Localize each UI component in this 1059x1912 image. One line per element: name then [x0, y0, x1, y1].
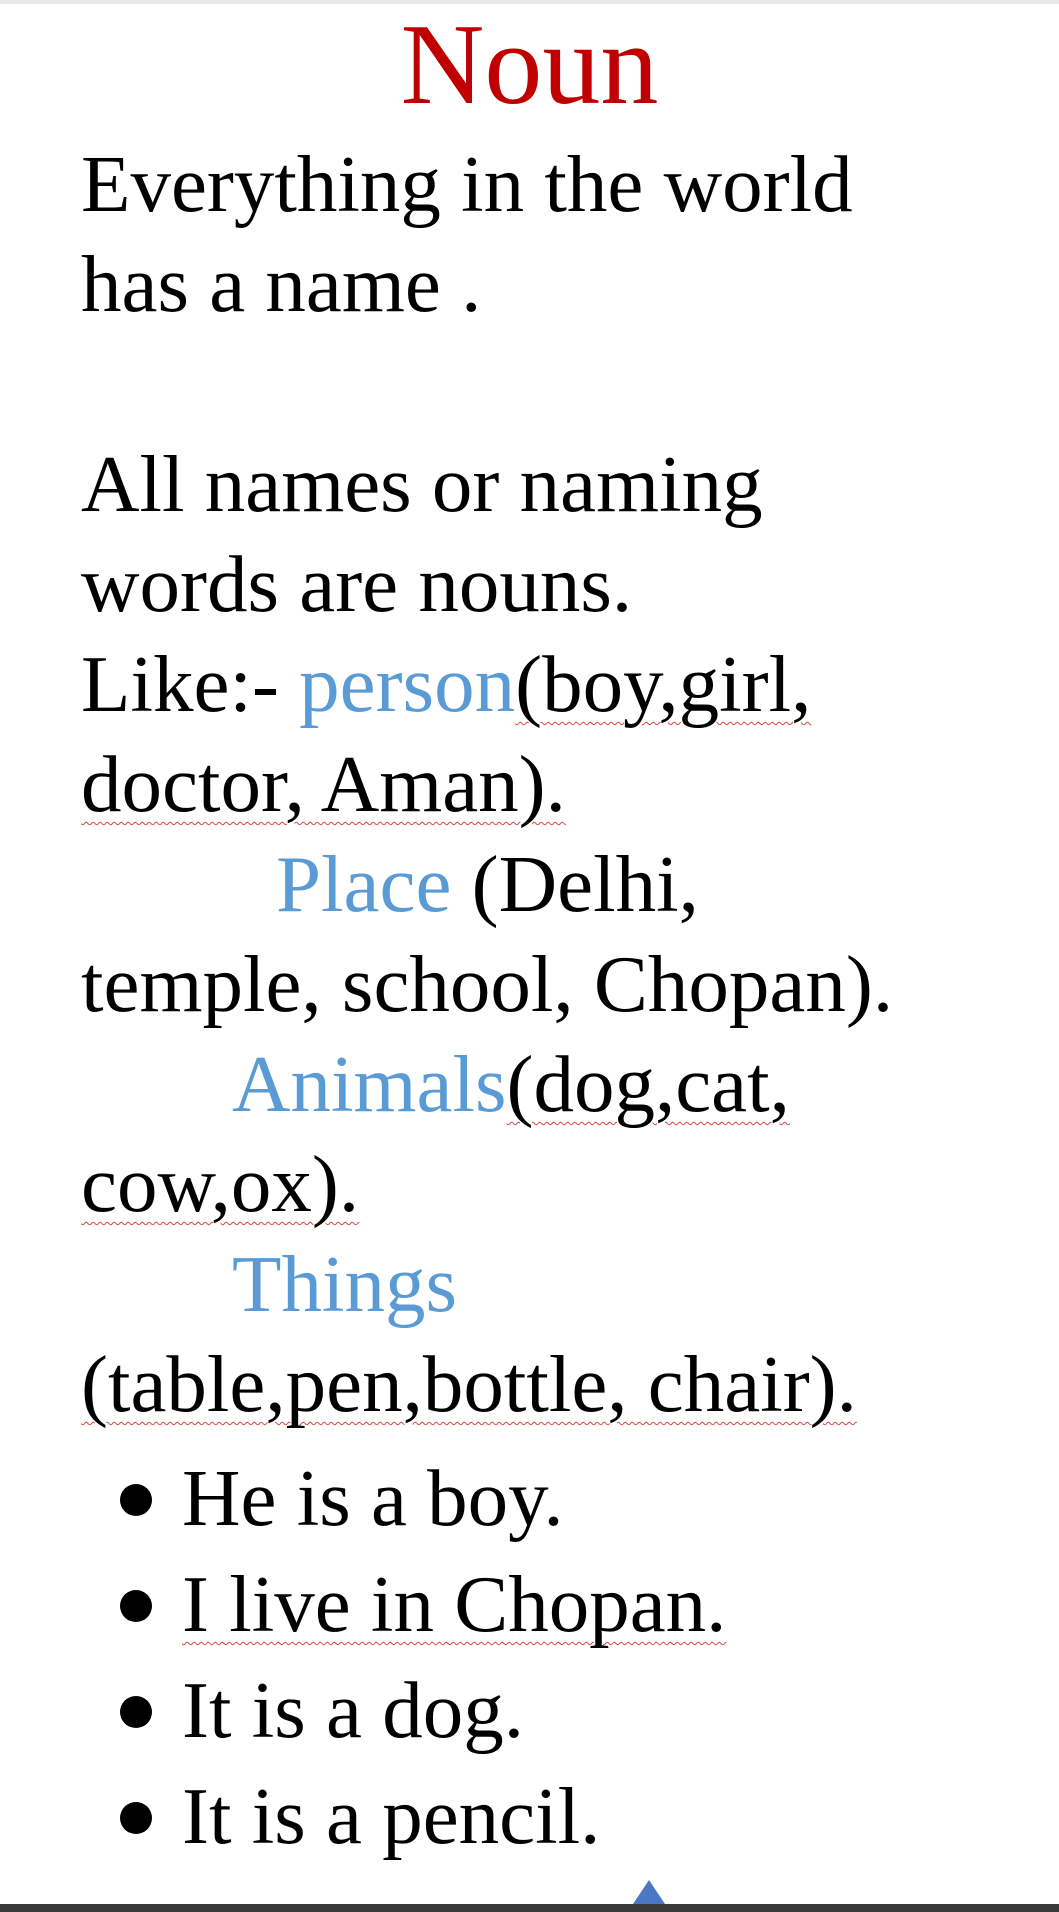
list-item — [0, 1554, 1000, 1654]
category-animals: Animals — [232, 1039, 507, 1129]
category-things: Things — [232, 1239, 458, 1329]
animals-items-continued: cow,ox). — [81, 1139, 360, 1229]
place-items-start: (Delhi, — [451, 839, 699, 929]
person-items-end — [81, 734, 566, 834]
place-items-continued: temple, school, Chopan). — [81, 939, 894, 1029]
animals-items-end — [81, 1134, 359, 1234]
bullet-icon — [120, 1484, 152, 1516]
animals-example-line — [232, 1034, 790, 1134]
definition-line-2: words are nouns. — [81, 539, 633, 629]
person-items-continued: doctor, Aman). — [81, 739, 566, 829]
list-item — [0, 1448, 1000, 1548]
person-items-start: (boy,girl, — [515, 639, 812, 729]
bullet-icon — [120, 1802, 152, 1834]
category-place: Place — [276, 839, 452, 929]
intro-line-1: Everything in the world — [81, 139, 853, 229]
animals-items-start: (dog,cat, — [506, 1039, 790, 1129]
category-person: person — [299, 639, 516, 729]
sentence-text: He is a boy. — [182, 1453, 564, 1543]
sentence-text: It is a pencil. — [182, 1771, 601, 1861]
things-items — [81, 1334, 857, 1434]
things-items-list: (table,pen,bottle, chair). — [81, 1339, 857, 1429]
list-item — [0, 1766, 1000, 1866]
page-title: Noun — [400, 1, 659, 129]
bullet-icon — [120, 1590, 152, 1622]
place-example-line — [276, 834, 699, 934]
list-item — [0, 1660, 1000, 1760]
text-cursor-handle-icon[interactable] — [633, 1880, 665, 1904]
bullet-icon — [120, 1696, 152, 1728]
sentence-text: It is a dog. — [182, 1665, 524, 1755]
sentence-text: I live in Chopan. — [182, 1559, 727, 1649]
like-prefix: Like:- — [81, 639, 300, 729]
definition-line-1: All names or naming — [81, 439, 763, 529]
things-example-line — [232, 1234, 457, 1334]
bottom-edge — [0, 1904, 1059, 1912]
intro-line-2: has a name . — [81, 239, 482, 329]
place-items-end — [81, 934, 893, 1034]
person-example-line — [81, 634, 811, 734]
